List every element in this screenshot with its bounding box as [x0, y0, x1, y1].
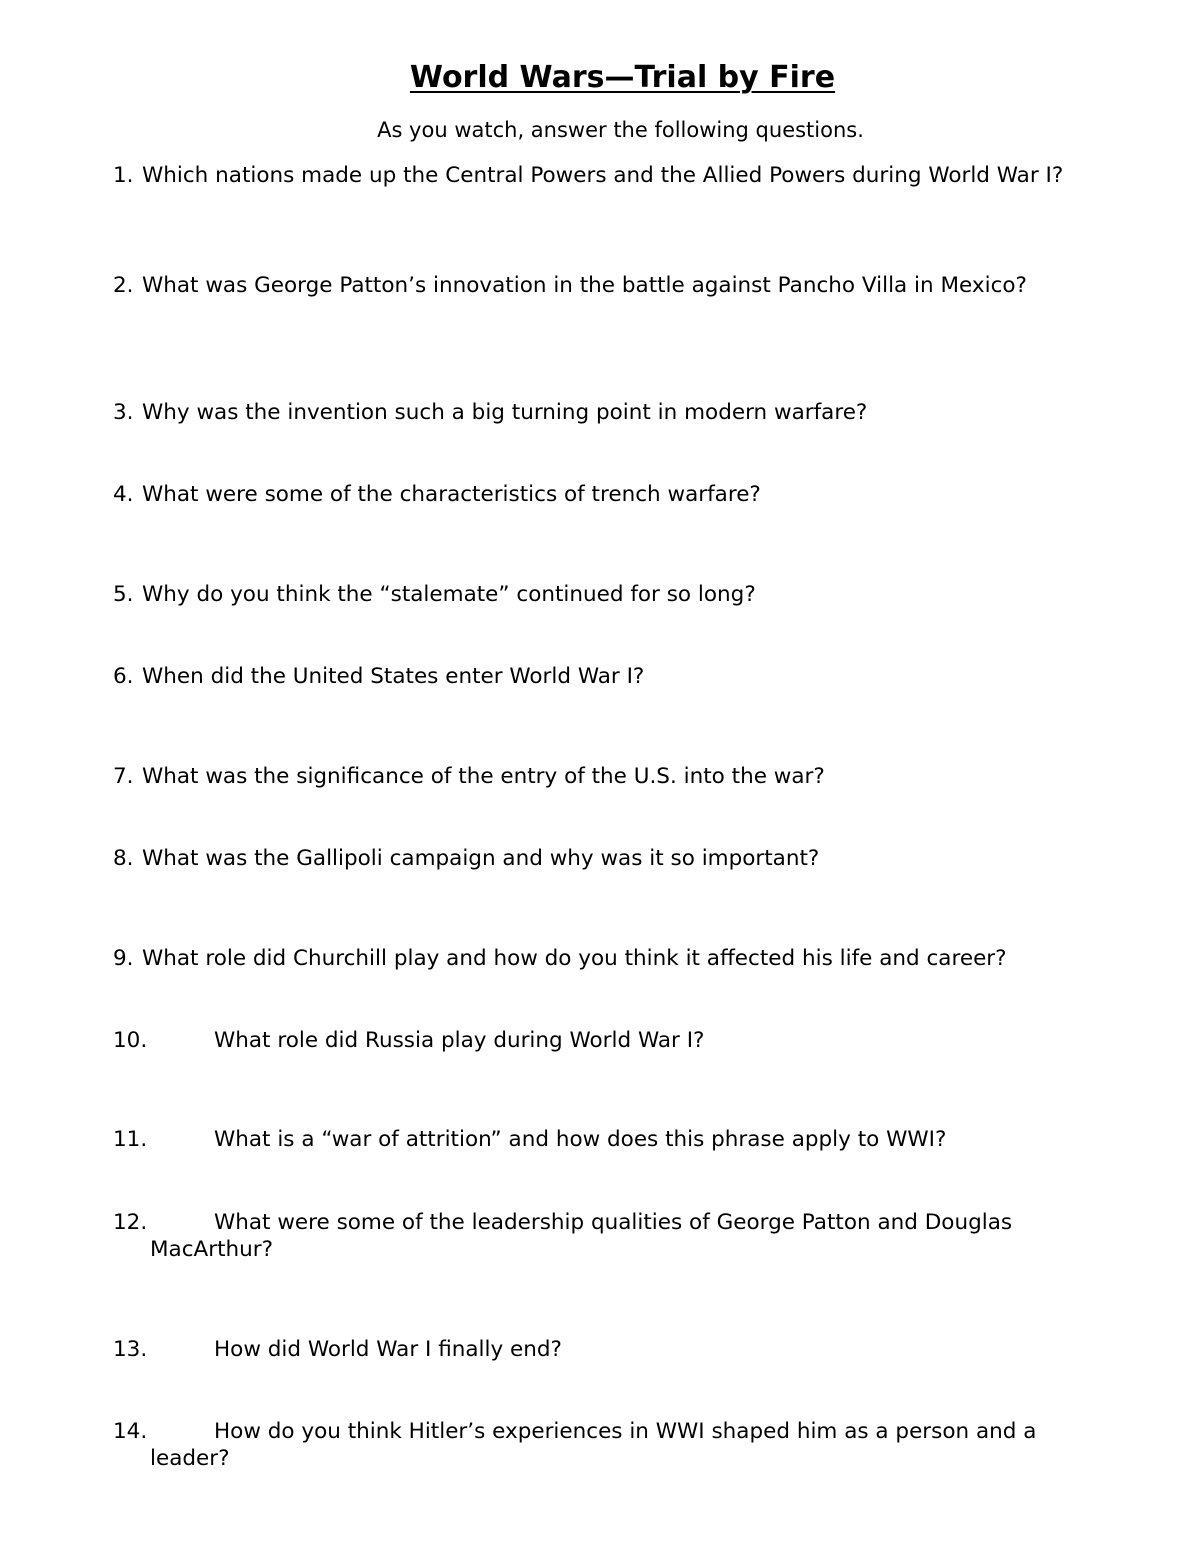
question-item: [113, 763, 1103, 790]
question-item: [113, 1126, 1103, 1153]
question-text: What is a “war of attrition” and how does this phrase apply to WWI?: [214, 1127, 947, 1152]
question-text: Why do you think the “stalemate” continued for so long?: [142, 582, 756, 607]
question-number: 1.: [113, 163, 134, 188]
question-text: What were some of the characteristics of trench warfare?: [142, 482, 761, 507]
question-text: How did World War I finally end?: [214, 1337, 562, 1362]
question-text: When did the United States enter World War I?: [142, 664, 645, 689]
question-item: [113, 845, 1103, 872]
question-item: [113, 481, 1103, 508]
question-number: 5.: [113, 582, 134, 607]
question-number: 2.: [113, 273, 134, 298]
question-text: Why was the invention such a big turning point in modern warfare?: [142, 400, 868, 425]
question-number: 12.: [113, 1210, 148, 1235]
question-text: What role did Russia play during World War I?: [214, 1028, 705, 1053]
question-number: 7.: [113, 764, 134, 789]
question-item: [113, 399, 1103, 426]
question-number: 13.: [113, 1337, 148, 1362]
question-text: What role did Churchill play and how do you think it affected his life and career?: [142, 946, 1007, 971]
question-text: What were some of the leadership qualities of George Patton and Douglas MacArthur?: [150, 1210, 1013, 1262]
question-text: Which nations made up the Central Powers and the Allied Powers during World War I?: [142, 163, 1064, 188]
question-text: What was the Gallipoli campaign and why was it so important?: [142, 846, 820, 871]
question-number: 6.: [113, 664, 134, 689]
question-number: 10.: [113, 1028, 148, 1053]
question-number: 3.: [113, 400, 134, 425]
question-text: What was the significance of the entry of the U.S. into the war?: [142, 764, 825, 789]
question-number: 4.: [113, 482, 134, 507]
question-number: 11.: [113, 1127, 148, 1152]
question-item: [113, 1027, 1103, 1054]
question-item: [113, 663, 1103, 690]
question-text: How do you think Hitler’s experiences in WWI shaped him as a person and a leader?: [150, 1419, 1037, 1471]
question-number: 9.: [113, 946, 134, 971]
question-number: 14.: [113, 1419, 148, 1444]
question-item: [113, 272, 1103, 299]
question-number: 8.: [113, 846, 134, 871]
question-item: [113, 945, 1103, 972]
question-item: [113, 581, 1103, 608]
question-item: [113, 1209, 1103, 1263]
question-item: [113, 162, 1103, 189]
question-text: What was George Patton’s innovation in the battle against Pancho Villa in Mexico?: [142, 273, 1027, 298]
question-item: [113, 1336, 1103, 1363]
question-item: [113, 1418, 1103, 1472]
page-title: World Wars—Trial by Fire: [409, 60, 836, 95]
instructions: As you watch, answer the following questions.: [377, 118, 864, 142]
